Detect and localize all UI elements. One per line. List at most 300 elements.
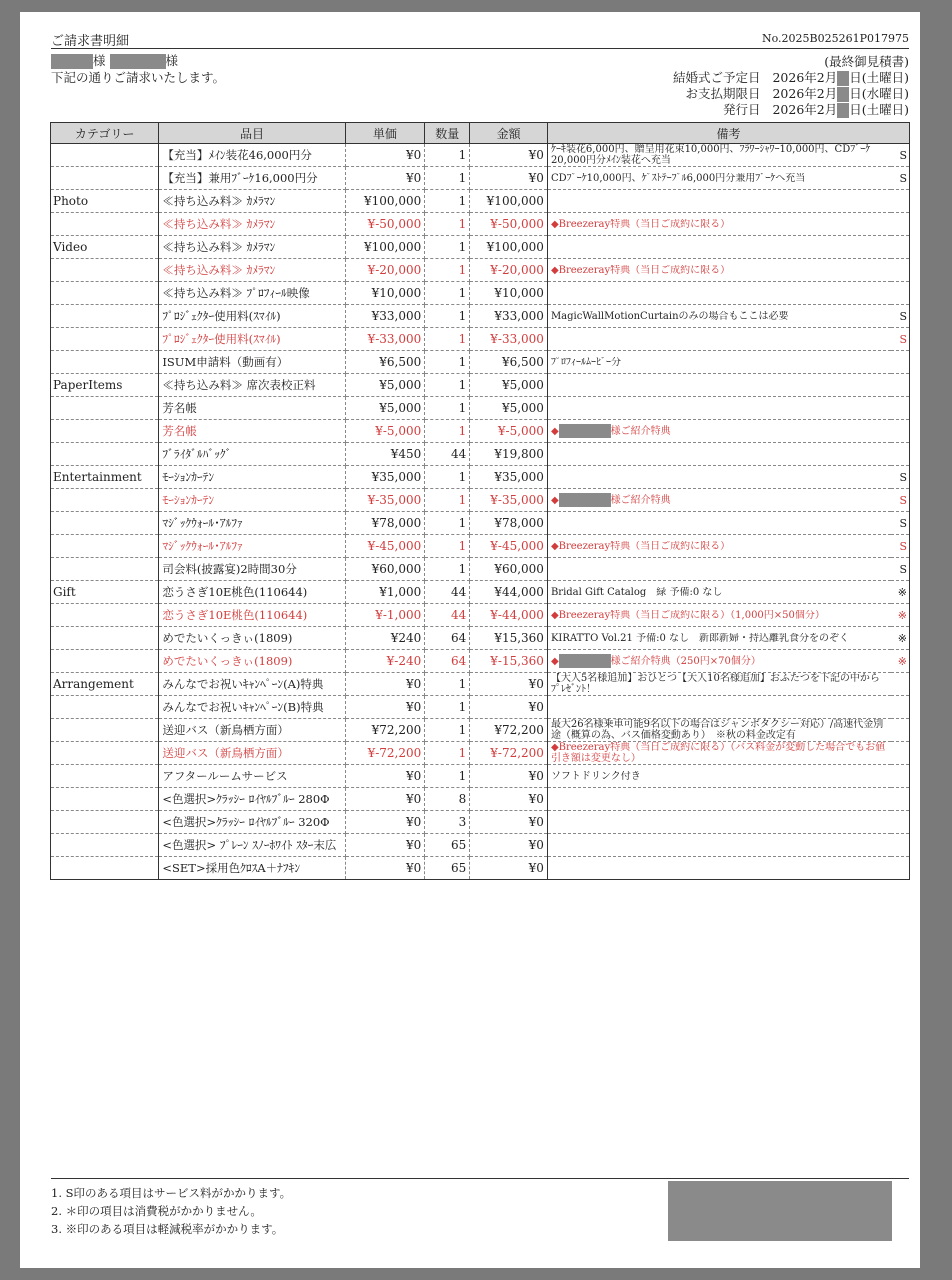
row-qty: 1 (425, 466, 470, 489)
note-text: ソフトドリンク付き (550, 770, 641, 782)
table-row (51, 673, 910, 696)
row-flag (891, 443, 909, 466)
col-item: 品目 (159, 123, 345, 144)
row-category (51, 328, 159, 351)
row-flag (891, 719, 909, 742)
col-price: 単価 (345, 123, 425, 144)
note-text: ﾌﾟﾛﾌｨｰﾙﾑｰﾋﾞｰ分 (550, 356, 621, 368)
note-text: ◆Breezeray特典（当日ご成約に限る）（バス料金が変動した場合でもお値引き額は変更なし） (550, 742, 886, 764)
table-row (51, 811, 910, 834)
row-note (547, 765, 891, 788)
row-qty: 1 (425, 765, 470, 788)
row-amount: ¥10,000 (470, 282, 548, 305)
date-value (772, 102, 909, 118)
customer-suffix: 様 (165, 53, 179, 68)
row-category: Arrangement (51, 673, 159, 696)
row-flag: S (891, 167, 909, 190)
customer-suffix: 様 (93, 53, 106, 68)
row-price: ¥-1,000 (345, 604, 425, 627)
row-amount: ¥0 (470, 834, 548, 857)
row-amount: ¥-33,000 (470, 328, 548, 351)
table-row (51, 328, 910, 351)
row-note (547, 466, 891, 489)
table-row (51, 788, 910, 811)
date-suffix: 日(土曜日) (849, 70, 909, 85)
table-row (51, 719, 910, 742)
row-amount: ¥-72,200 (470, 742, 548, 765)
row-note (547, 788, 891, 811)
footer-notes (51, 1184, 291, 1238)
row-price: ¥100,000 (345, 190, 425, 213)
row-note (547, 374, 891, 397)
row-category: PaperItems (51, 374, 159, 397)
row-note (547, 328, 891, 351)
table-row (51, 581, 910, 604)
row-flag (891, 190, 909, 213)
note-text: ◆Breezeray特典（当日ご成約に限る）（1,000円×50個分） (550, 609, 825, 621)
row-category (51, 604, 159, 627)
row-note (547, 236, 891, 259)
row-category (51, 811, 159, 834)
row-category (51, 351, 159, 374)
row-amount: ¥6,500 (470, 351, 548, 374)
redacted-day (837, 87, 849, 102)
row-item: ≪持ち込み料≫ ｶﾒﾗﾏﾝ (159, 213, 345, 236)
row-category (51, 788, 159, 811)
row-price: ¥-72,200 (345, 742, 425, 765)
redacted-name (51, 54, 93, 69)
row-item: <色選択> ﾌﾟﾚｰﾝ ｽﾉｰﾎﾜｲﾄ ｽﾀｰ末広 (159, 834, 345, 857)
row-amount: ¥35,000 (470, 466, 548, 489)
note-text: 最大26名様乗車可能9名以下の場合はジャンボタクシー対応）/高速代金別途（概算の為、バス価格変動あり） ※秋の料金改定有 (550, 719, 884, 741)
date-row (673, 86, 909, 102)
row-amount: ¥0 (470, 696, 548, 719)
row-amount: ¥0 (470, 673, 548, 696)
footer-divider (51, 1178, 909, 1179)
row-qty: 1 (425, 144, 470, 167)
table-row (51, 443, 910, 466)
table-row (51, 282, 910, 305)
row-amount: ¥100,000 (470, 236, 548, 259)
row-note (547, 558, 891, 581)
row-amount: ¥-35,000 (470, 489, 548, 512)
row-note (547, 512, 891, 535)
row-category: Entertainment (51, 466, 159, 489)
row-category (51, 305, 159, 328)
row-qty: 1 (425, 328, 470, 351)
col-qty: 数量 (425, 123, 470, 144)
row-note (547, 443, 891, 466)
row-item: ISUM申請料（動画有） (159, 351, 345, 374)
row-qty: 44 (425, 581, 470, 604)
date-label: 結婚式ご予定日 (672, 70, 761, 85)
table-row (51, 742, 910, 765)
row-category (51, 443, 159, 466)
row-note (547, 397, 891, 420)
row-qty: 1 (425, 397, 470, 420)
row-category (51, 650, 159, 673)
row-category (51, 167, 159, 190)
row-note (547, 489, 891, 512)
row-flag: S (891, 558, 909, 581)
row-price: ¥0 (345, 834, 425, 857)
row-qty: 1 (425, 167, 470, 190)
row-amount: ¥-50,000 (470, 213, 548, 236)
row-item: 恋うさぎ10E桃色(110644) (159, 604, 345, 627)
row-flag (891, 397, 909, 420)
row-category (51, 420, 159, 443)
row-price: ¥6,500 (345, 351, 425, 374)
row-flag (891, 351, 909, 374)
customer-block (51, 52, 225, 86)
row-amount: ¥60,000 (470, 558, 548, 581)
row-qty: 1 (425, 305, 470, 328)
row-note (547, 742, 891, 765)
date-label: お支払期限日 (685, 86, 761, 101)
row-flag (891, 420, 909, 443)
row-amount: ¥0 (470, 167, 548, 190)
row-flag (891, 282, 909, 305)
table-row (51, 604, 910, 627)
row-price: ¥10,000 (345, 282, 425, 305)
row-category (51, 397, 159, 420)
note-text: 【大人5名様追加】おひとつ【大人10名様追加】おふたつを下記の中からﾌﾟﾚｾﾞﾝﾄ！ (550, 673, 880, 695)
row-price: ¥33,000 (345, 305, 425, 328)
table-row (51, 236, 910, 259)
row-category: Video (51, 236, 159, 259)
table-row (51, 374, 910, 397)
row-qty: 1 (425, 558, 470, 581)
note-text: ◆ 様ご紹介特典 (550, 425, 671, 437)
row-note (547, 650, 891, 673)
row-item: 司会料(披露宴)2時間30分 (159, 558, 345, 581)
row-flag (891, 213, 909, 236)
row-item: 恋うさぎ10E桃色(110644) (159, 581, 345, 604)
footer-note: 3. ※印のある項目は軽減税率がかかります。 (51, 1222, 284, 1236)
row-item: 芳名帳 (159, 420, 345, 443)
col-note: 備考 (547, 123, 909, 144)
row-item: <色選択>ｸﾗｯｼｰ ﾛｲﾔﾙﾌﾞﾙｰ 280Φ (159, 788, 345, 811)
table-body (51, 144, 910, 880)
row-item: みんなでお祝いｷｬﾝﾍﾟｰﾝ(B)特典 (159, 696, 345, 719)
row-flag (891, 673, 909, 696)
row-flag: S (891, 466, 909, 489)
row-amount: ¥78,000 (470, 512, 548, 535)
note-text: Bridal Gift Catalog 緑 予備:0 なし (550, 586, 723, 598)
row-flag: S (891, 489, 909, 512)
row-item: めでたいくっきぃ(1809) (159, 627, 345, 650)
row-note (547, 604, 891, 627)
date-row (673, 70, 909, 86)
row-category (51, 144, 159, 167)
row-amount: ¥19,800 (470, 443, 548, 466)
row-amount: ¥-15,360 (470, 650, 548, 673)
row-price: ¥1,000 (345, 581, 425, 604)
note-text: KIRATTO Vol.21 予備:0 なし 新郎新婦・持込離乳食分をのぞく (550, 632, 849, 644)
table-row (51, 397, 910, 420)
dates-block (673, 54, 909, 118)
row-category (51, 489, 159, 512)
row-note (547, 190, 891, 213)
date-prefix: 2026年2月 (772, 86, 838, 101)
row-qty: 1 (425, 213, 470, 236)
row-note (547, 259, 891, 282)
row-category (51, 857, 159, 880)
row-price: ¥-50,000 (345, 213, 425, 236)
row-item: 芳名帳 (159, 397, 345, 420)
table-row (51, 305, 910, 328)
table-row (51, 558, 910, 581)
redacted-name (110, 54, 166, 69)
col-category: カテゴリー (51, 123, 159, 144)
row-price: ¥0 (345, 857, 425, 880)
table-row (51, 190, 910, 213)
row-category (51, 535, 159, 558)
table-row (51, 696, 910, 719)
row-note (547, 144, 891, 167)
row-qty: 1 (425, 420, 470, 443)
redacted-name (559, 424, 611, 438)
row-qty: 65 (425, 857, 470, 880)
row-note (547, 673, 891, 696)
row-item: ≪持ち込み料≫ ｶﾒﾗﾏﾝ (159, 236, 345, 259)
row-amount: ¥0 (470, 811, 548, 834)
row-flag (891, 788, 909, 811)
row-price: ¥78,000 (345, 512, 425, 535)
row-item: ﾏｼﾞｯｸｳｫｰﾙ･ｱﾙﾌｧ (159, 512, 345, 535)
row-price: ¥240 (345, 627, 425, 650)
row-flag (891, 259, 909, 282)
footer-note: 1. S印のある項目はサービス料がかかります。 (51, 1186, 292, 1200)
row-flag (891, 236, 909, 259)
row-note (547, 282, 891, 305)
invoice-page (20, 12, 920, 1268)
table-row (51, 512, 910, 535)
document-number: No.2025B025261P017975 (761, 32, 909, 45)
row-note (547, 535, 891, 558)
row-amount: ¥-44,000 (470, 604, 548, 627)
row-category (51, 834, 159, 857)
col-amount: 金額 (470, 123, 548, 144)
table-row (51, 144, 910, 167)
row-flag: S (891, 535, 909, 558)
row-flag (891, 834, 909, 857)
row-amount: ¥0 (470, 765, 548, 788)
table-row (51, 857, 910, 880)
row-qty: 1 (425, 259, 470, 282)
row-amount: ¥-20,000 (470, 259, 548, 282)
row-item: みんなでお祝いｷｬﾝﾍﾟｰﾝ(A)特典 (159, 673, 345, 696)
row-flag (891, 742, 909, 765)
row-flag: S (891, 144, 909, 167)
row-amount: ¥-5,000 (470, 420, 548, 443)
row-flag (891, 374, 909, 397)
row-price: ¥-20,000 (345, 259, 425, 282)
row-price: ¥-240 (345, 650, 425, 673)
row-note (547, 167, 891, 190)
redacted-day (837, 71, 849, 86)
row-qty: 64 (425, 627, 470, 650)
row-category (51, 627, 159, 650)
row-amount: ¥0 (470, 857, 548, 880)
row-note (547, 351, 891, 374)
table-row (51, 765, 910, 788)
note-text: ◆ 様ご紹介特典（250円×70個分） (550, 655, 761, 667)
table-row (51, 259, 910, 282)
row-note (547, 719, 891, 742)
row-price: ¥-33,000 (345, 328, 425, 351)
row-qty: 1 (425, 236, 470, 259)
row-price: ¥35,000 (345, 466, 425, 489)
table-row (51, 167, 910, 190)
row-flag: ※ (891, 650, 909, 673)
row-qty: 1 (425, 719, 470, 742)
date-value (772, 70, 909, 86)
row-amount: ¥100,000 (470, 190, 548, 213)
date-suffix: 日(水曜日) (849, 86, 909, 101)
note-text: MagicWallMotionCurtainのみの場合もここは必要 (550, 310, 789, 322)
note-text: ◆Breezeray特典（当日ご成約に限る） (550, 264, 731, 276)
table-row (51, 489, 910, 512)
row-price: ¥-35,000 (345, 489, 425, 512)
row-qty: 8 (425, 788, 470, 811)
row-flag (891, 696, 909, 719)
row-flag: S (891, 512, 909, 535)
row-price: ¥60,000 (345, 558, 425, 581)
note-text: ◆ 様ご紹介特典 (550, 494, 671, 506)
row-amount: ¥15,360 (470, 627, 548, 650)
title-bar (51, 30, 909, 49)
table-row (51, 420, 910, 443)
row-qty: 3 (425, 811, 470, 834)
row-price: ¥0 (345, 788, 425, 811)
note-text: ◆Breezeray特典（当日ご成約に限る） (550, 218, 731, 230)
row-flag (891, 765, 909, 788)
row-price: ¥450 (345, 443, 425, 466)
row-amount: ¥5,000 (470, 397, 548, 420)
row-item: ≪持ち込み料≫ 席次表校正料 (159, 374, 345, 397)
row-item: ≪持ち込み料≫ ｶﾒﾗﾏﾝ (159, 190, 345, 213)
row-price: ¥5,000 (345, 397, 425, 420)
row-item: <色選択>ｸﾗｯｼｰ ﾛｲﾔﾙﾌﾞﾙｰ 320Φ (159, 811, 345, 834)
row-flag (891, 857, 909, 880)
row-amount: ¥44,000 (470, 581, 548, 604)
row-category (51, 512, 159, 535)
row-price: ¥0 (345, 696, 425, 719)
redacted-name (559, 493, 611, 507)
note-text: CDﾌﾞｰｹ10,000円、ｹﾞｽﾄﾃｰﾌﾞﾙ6,000円分兼用ﾌﾞｰｹへ充当 (550, 172, 806, 184)
customer-name-row (51, 52, 225, 69)
row-amount: ¥72,200 (470, 719, 548, 742)
date-suffix: 日(土曜日) (849, 102, 909, 117)
table-row (51, 627, 910, 650)
row-qty: 44 (425, 443, 470, 466)
row-flag: ※ (891, 627, 909, 650)
row-qty: 65 (425, 834, 470, 857)
row-qty: 1 (425, 282, 470, 305)
table-header (51, 123, 910, 144)
table-row (51, 351, 910, 374)
row-flag: ※ (891, 581, 909, 604)
row-flag: S (891, 328, 909, 351)
row-qty: 1 (425, 696, 470, 719)
row-amount: ¥0 (470, 788, 548, 811)
row-category (51, 765, 159, 788)
row-item: 送迎バス（新鳥栖方面） (159, 742, 345, 765)
row-flag (891, 811, 909, 834)
row-price: ¥0 (345, 673, 425, 696)
row-category (51, 282, 159, 305)
row-item: ﾏｼﾞｯｸｳｫｰﾙ･ｱﾙﾌｧ (159, 535, 345, 558)
row-item: ﾌﾞﾗｲﾀﾞﾙﾊﾞｯｸﾞ (159, 443, 345, 466)
row-qty: 1 (425, 512, 470, 535)
row-amount: ¥33,000 (470, 305, 548, 328)
row-price: ¥72,200 (345, 719, 425, 742)
row-qty: 1 (425, 489, 470, 512)
date-prefix: 2026年2月 (772, 70, 838, 85)
table-row (51, 213, 910, 236)
row-note (547, 581, 891, 604)
row-item: ﾌﾟﾛｼﾞｪｸﾀｰ使用料(ｽﾏｲﾙ) (159, 328, 345, 351)
row-price: ¥0 (345, 167, 425, 190)
items-table (50, 122, 910, 880)
note-text: ◆Breezeray特典（当日ご成約に限る） (550, 540, 731, 552)
date-prefix: 2026年2月 (772, 102, 838, 117)
row-item: ≪持ち込み料≫ ﾌﾟﾛﾌｨｰﾙ映像 (159, 282, 345, 305)
row-qty: 1 (425, 742, 470, 765)
row-item: アフタールームサービス (159, 765, 345, 788)
row-category (51, 742, 159, 765)
row-category (51, 719, 159, 742)
table-row (51, 535, 910, 558)
redacted-day (837, 103, 849, 118)
row-category: Gift (51, 581, 159, 604)
redacted-name (559, 654, 611, 668)
row-note (547, 305, 891, 328)
row-item: ﾓｰｼｮﾝｶｰﾃﾝ (159, 489, 345, 512)
row-qty: 44 (425, 604, 470, 627)
row-flag: S (891, 305, 909, 328)
row-price: ¥100,000 (345, 236, 425, 259)
table-row (51, 834, 910, 857)
document-title: ご請求書明細 (51, 34, 130, 49)
row-note (547, 420, 891, 443)
row-qty: 1 (425, 535, 470, 558)
table-row (51, 650, 910, 673)
row-price: ¥-45,000 (345, 535, 425, 558)
date-label: 発行日 (722, 102, 761, 117)
row-category (51, 213, 159, 236)
row-category (51, 259, 159, 282)
note-text: ｹｰｷ装花6,000円、贈呈用花束10,000円、ﾌﾗﾜｰｼｬﾜｰ10,000円、CDﾌﾞｰｹ20,000円分ﾒｲﾝ装花へ充当 (550, 144, 871, 166)
row-item: <SET>採用色ｸﾛｽA＋ﾅﾌｷﾝ (159, 857, 345, 880)
row-category (51, 558, 159, 581)
row-note (547, 213, 891, 236)
intro-text: 下記の通りご請求いたします。 (51, 70, 226, 85)
row-price: ¥0 (345, 765, 425, 788)
table-row (51, 466, 910, 489)
row-amount: ¥-45,000 (470, 535, 548, 558)
date-rows (673, 70, 909, 118)
footer-note: 2. ＊印の項目は消費税がかかりません。 (51, 1204, 262, 1218)
row-amount: ¥0 (470, 144, 548, 167)
row-item: 【充当】ﾒｲﾝ装花46,000円分 (159, 144, 345, 167)
row-category (51, 696, 159, 719)
row-item: ≪持ち込み料≫ ｶﾒﾗﾏﾝ (159, 259, 345, 282)
row-note (547, 857, 891, 880)
row-price: ¥-5,000 (345, 420, 425, 443)
row-qty: 64 (425, 650, 470, 673)
